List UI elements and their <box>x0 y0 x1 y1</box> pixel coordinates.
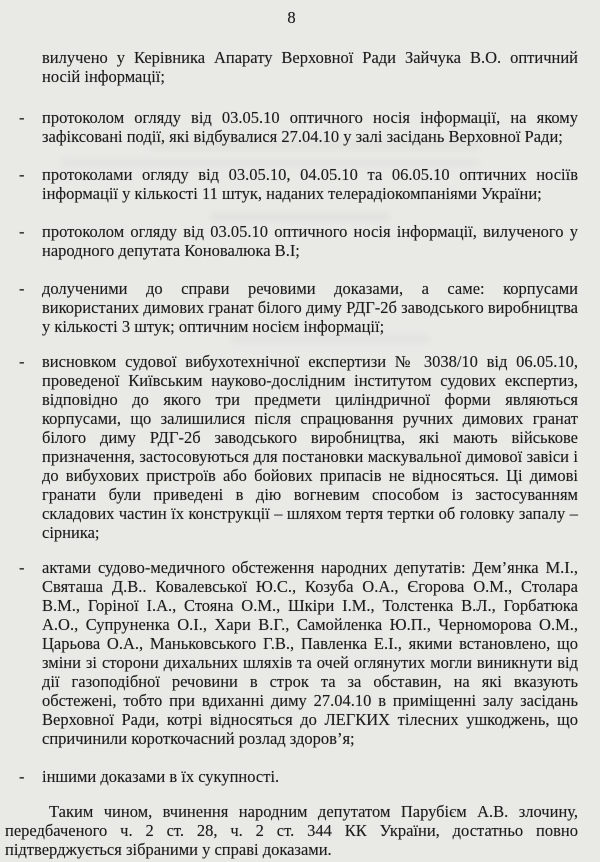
list-item-marker: - <box>19 165 25 184</box>
list-item-marker: - <box>19 767 25 786</box>
list-item-text: протоколом огляду від 03.05.10 оптичного носія інформації, на якому зафіксовані події, які відбувалися 27.04.10 у залі засідань Верховної Ради; <box>42 108 578 146</box>
evidence-list <box>5 108 578 786</box>
list-item <box>19 222 578 260</box>
list-item-text: іншими доказами в їх сукупності. <box>42 767 280 786</box>
list-item-marker: - <box>19 222 25 241</box>
list-item <box>19 767 578 786</box>
list-item-marker: - <box>19 352 25 371</box>
intro-paragraph: вилучено у Керівника Апарату Верховної Ради Зайчука В.О. оптичний носій інформації; <box>42 48 578 86</box>
list-item <box>19 279 578 336</box>
document-content <box>5 8 578 859</box>
list-item-marker: - <box>19 279 25 298</box>
closing-paragraph: Таким чином, вчинення народним депутатом Парубієм А.В. злочину, передбаченого ч. 2 ст. 28, ч. 2 ст. 344 КК України, достатньо повно підтверджується зібраними у справі доказами. <box>5 802 578 859</box>
list-item <box>19 352 578 542</box>
page-number: 8 <box>287 8 296 27</box>
list-item-marker: - <box>19 108 25 127</box>
list-item-text: висновком судової вибухотехнічної експертизи № 3038/10 від 06.05.10, проведеної Київським науково-дослідним інститутом судових експертиз, відповідно до якого три предмети циліндричної форми являються корпусами, що залишилися після спрацювання ручних димових гранат білого диму РДГ-2б заводського виробництва, які мають військове призначення, застосовуються для постановки маскувальної димової завіси і до вибухових пристроїв або бойових припасів не відносяться. Ці димові гранати були приведені в дію вогневим способом із застосуванням складових частин їх конструкції – шляхом тертя тертки об головку запалу – сірника; <box>42 352 578 542</box>
list-item-text: долученими до справи речовими доказами, а саме: корпусами використаних димових гранат білого диму РДГ-2б заводського виробництва у кількості 3 штук; оптичним носієм інформації; <box>42 279 578 336</box>
list-item-text: протоколом огляду від 03.05.10 оптичного носія інформації, вилученого у народного депутата Коновалюка В.І; <box>42 222 578 260</box>
list-item <box>19 558 578 748</box>
list-item-text: актами судово-медичного обстеження народних депутатів: Дем’янка М.І., Святаша Д.В.. Ковалевської Ю.С., Козуба О.А., Єгорова О.М., Столара В.М., Горіної І.А., Стояна О.М., Шкіри І.М., Толстенка В.Л., Горбатюка А.О., Супруненка О.І., Хари В.Г., Самойленка Ю.П., Черноморова О.М., Царьова О.А., Маньковського Г.В., Павленка Е.І., якими встановлено, що зміни зі сторони дихальних шляхів та очей оглянутих могли виникнути від дії газоподібної речовини в строк та за обставин, на які вказують обстежені, тобто при вдиханні диму 27.04.10 в приміщенні залу засідань Верховної Ради, котрі відносяться до ЛЕГКИХ тілесних ушкоджень, що спричинили короткочасний розлад здоров’я; <box>42 558 578 748</box>
list-item <box>19 165 578 203</box>
list-item-text: протоколами огляду від 03.05.10, 04.05.10 та 06.05.10 оптичних носіїв інформації у кількості 11 штук, наданих телерадіокомпаніями України; <box>42 165 578 203</box>
list-item-marker: - <box>19 558 25 577</box>
list-item <box>19 108 578 146</box>
